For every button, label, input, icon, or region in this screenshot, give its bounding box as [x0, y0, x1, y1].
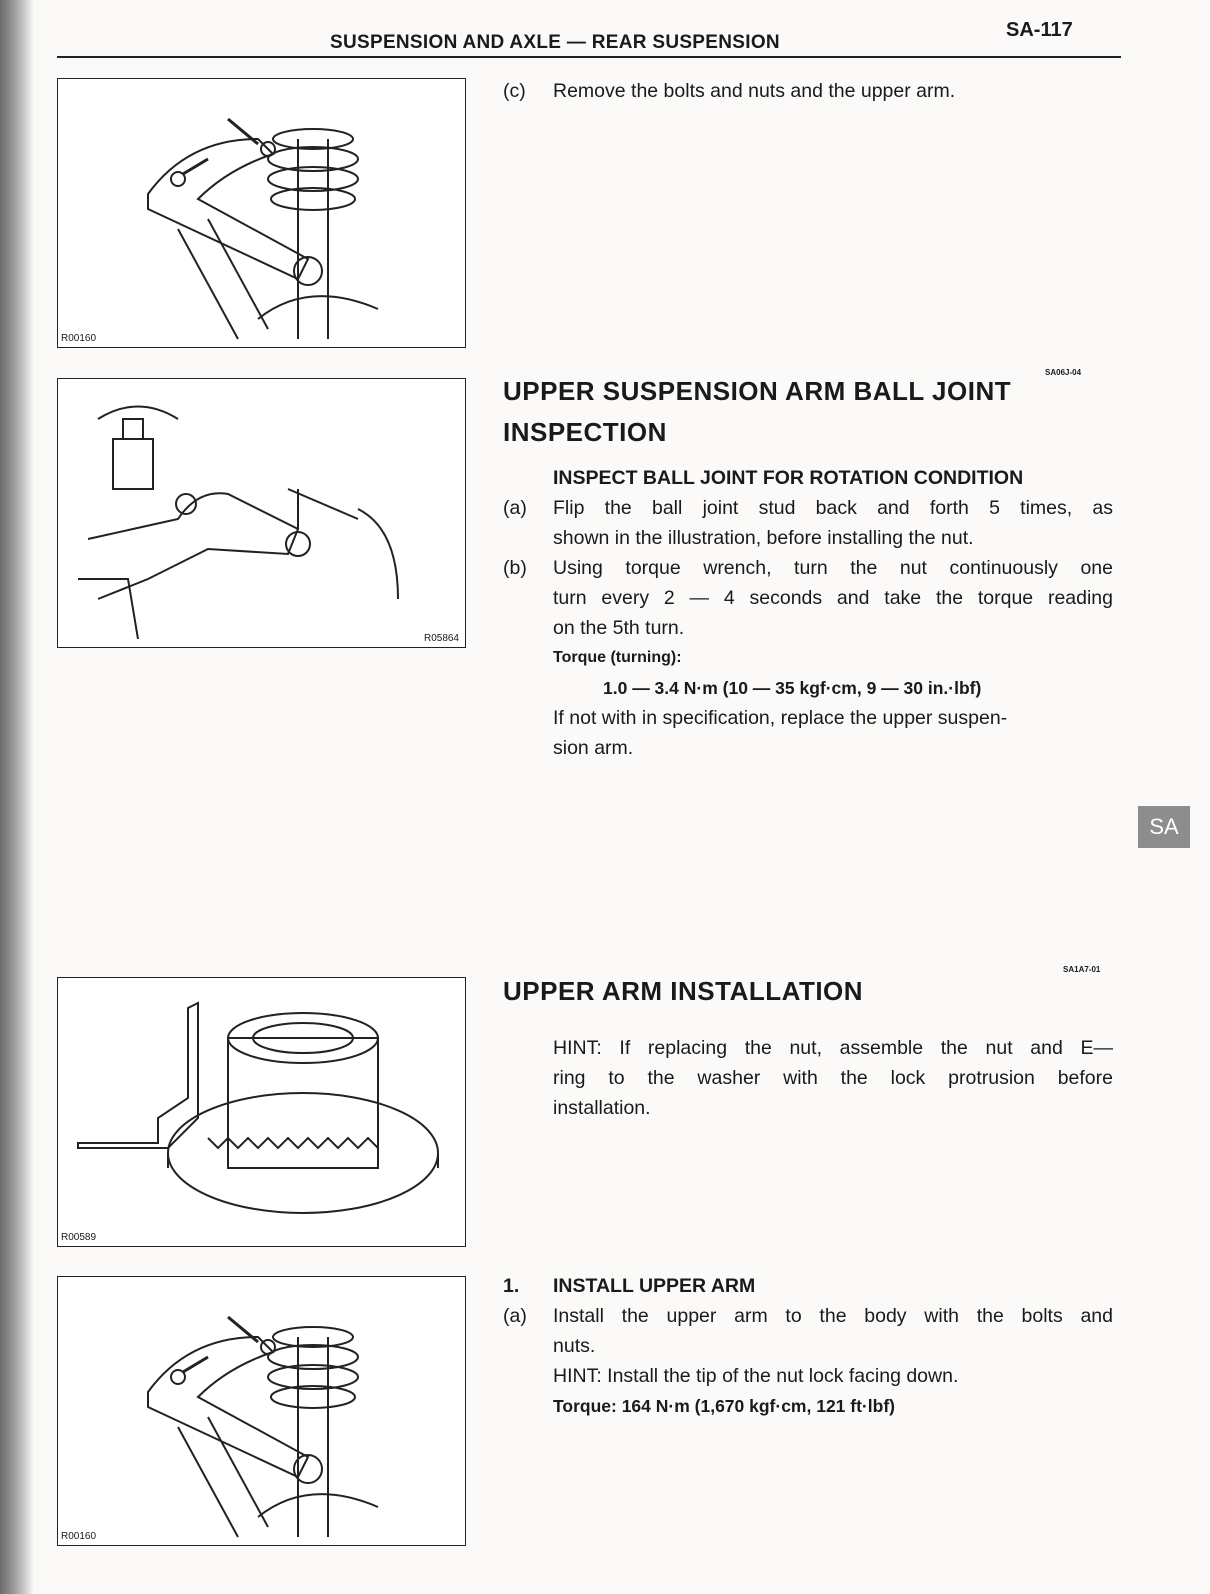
step-label: (a)	[503, 1305, 527, 1327]
hint-text	[553, 1033, 1113, 1123]
nut-washer-illustration	[58, 978, 465, 1246]
text-line: sion arm.	[553, 737, 634, 759]
text-line: ring to the washer with the lock protrusion before	[553, 1067, 1113, 1089]
figure-code: R05864	[423, 633, 459, 644]
figure-code: R00160	[61, 333, 97, 344]
text-line: If not with in specification, replace the upper suspen-	[553, 707, 1008, 729]
scan-edge-shadow	[0, 0, 34, 1594]
torque-value: 1.0 — 3.4 N·m (10 — 35 kgf·cm, 9 — 30 in.·lbf)	[603, 678, 982, 698]
step-a-text	[553, 1301, 1113, 1421]
upper-arm-illustration	[58, 79, 465, 347]
figure-nut-washer	[57, 977, 466, 1247]
section-ref: SA1A7-01	[1063, 965, 1101, 974]
text-line: turn every 2 — 4 seconds and take the torque reading	[553, 587, 1113, 609]
step-title: INSTALL UPPER ARM	[553, 1275, 756, 1297]
torque-wrench-illustration	[58, 379, 465, 647]
figure-code: R00160	[61, 1531, 97, 1542]
figure-code: R00589	[61, 1232, 97, 1243]
text-line: shown in the illustration, before installing the nut.	[553, 527, 974, 549]
step-number: 1.	[503, 1275, 520, 1297]
note-text	[553, 703, 1113, 763]
hint-text: HINT: Install the tip of the nut lock facing down.	[553, 1365, 959, 1387]
section-ref: SA06J-04	[1045, 368, 1082, 377]
figure-upper-arm-removal	[57, 78, 466, 348]
text-line: Using torque wrench, turn the nut continuously one	[553, 557, 1113, 579]
text-line: Install the upper arm to the body with the bolts and	[553, 1305, 1113, 1327]
torque-label: Torque (turning):	[553, 649, 682, 666]
section-title: UPPER SUSPENSION ARM BALL JOINT	[503, 376, 1012, 406]
header-rule	[57, 56, 1121, 58]
figure-upper-arm-install	[57, 1276, 466, 1546]
header-title: SUSPENSION AND AXLE — REAR SUSPENSION	[330, 32, 780, 53]
torque-spec: Torque: 164 N·m (1,670 kgf·cm, 121 ft·lbf)	[553, 1396, 895, 1416]
step-text: Remove the bolts and nuts and the upper arm.	[553, 80, 956, 102]
section-title: UPPER ARM INSTALLATION	[503, 976, 864, 1006]
text-line: nuts.	[553, 1335, 596, 1357]
step-label: (b)	[503, 557, 527, 579]
figure-ball-joint-inspection	[57, 378, 466, 648]
step-b-text	[553, 553, 1113, 643]
text-line: HINT: If replacing the nut, assemble the nut and E—	[553, 1037, 1113, 1059]
text-line: Flip the ball joint stud back and forth 5 times, as	[553, 497, 1113, 519]
page-number: SA-117	[1006, 19, 1073, 41]
subheading: INSPECT BALL JOINT FOR ROTATION CONDITION	[553, 467, 1024, 489]
upper-arm-illustration	[58, 1277, 465, 1545]
section-title-cont: INSPECTION	[503, 417, 667, 447]
step-label: (a)	[503, 497, 527, 519]
step-a-text	[553, 493, 1113, 553]
section-tab: SA	[1138, 806, 1190, 848]
step-label: (c)	[503, 80, 526, 102]
text-line: on the 5th turn.	[553, 617, 685, 639]
text-line: installation.	[553, 1097, 651, 1119]
